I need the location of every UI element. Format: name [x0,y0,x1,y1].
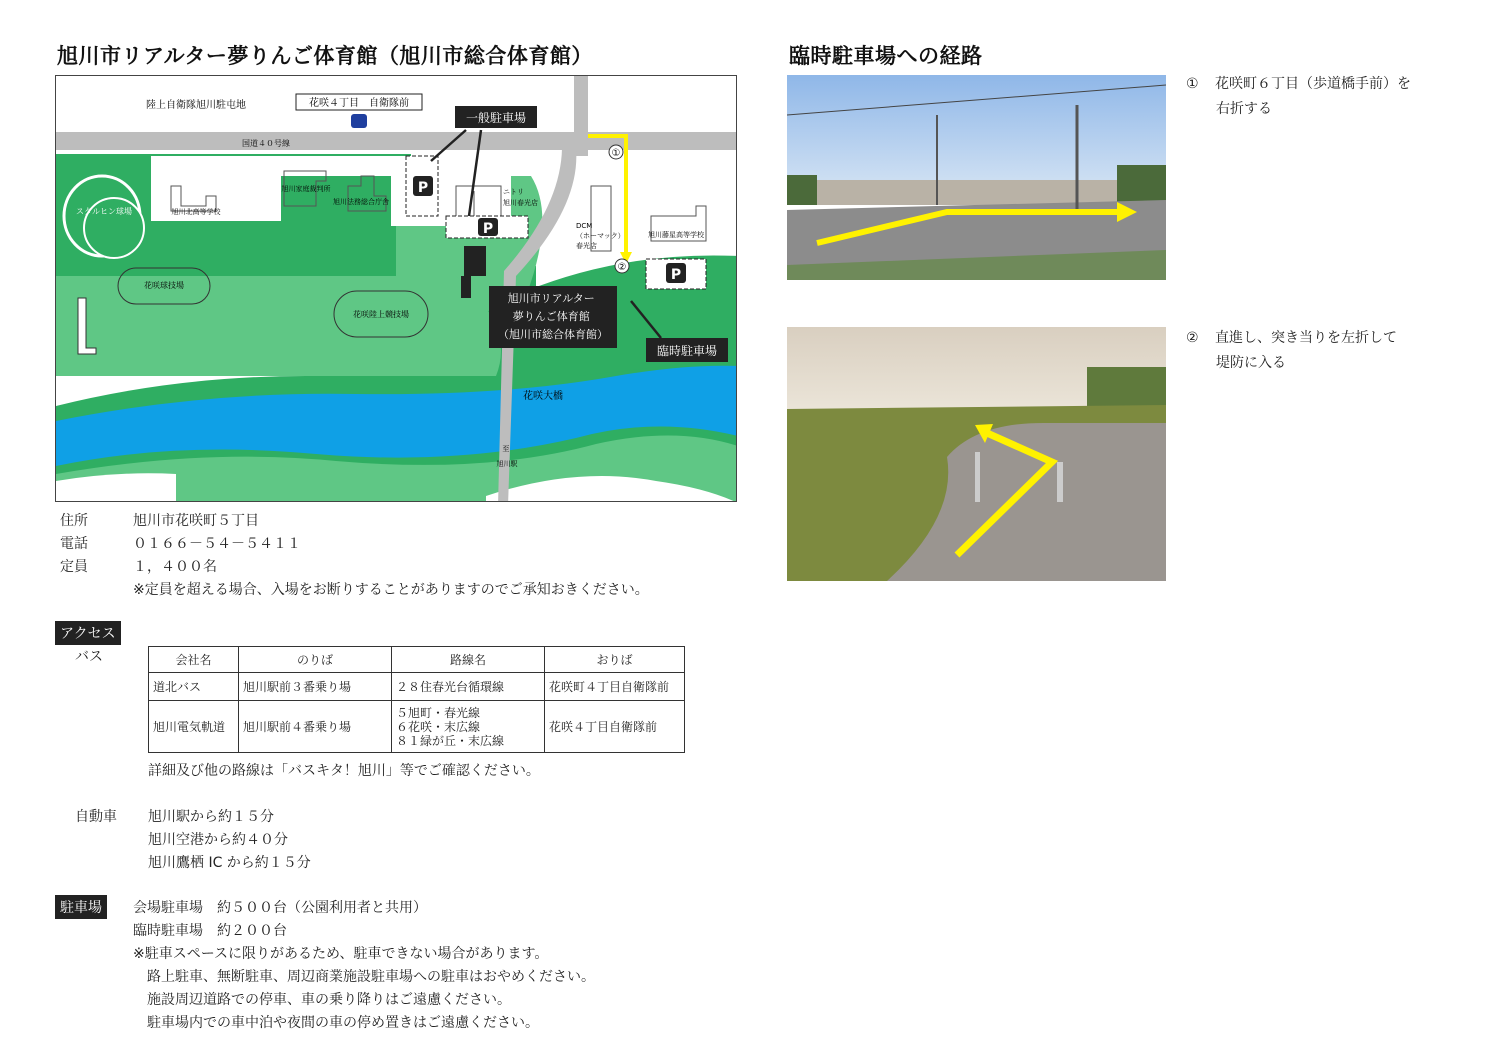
table-row [149,673,685,701]
dcm-label [576,222,627,250]
parking-line: 路上駐車、無断駐車、周辺商業施設駐車場への駐車はおやめください。 [133,969,595,985]
parking-line: 施設周辺道路での停車、車の乗り降りはご遠慮ください。 [133,992,511,1008]
address-value: 旭川市花咲町５丁目 [133,513,259,529]
parking-tag: 駐車場 [55,895,107,919]
table-cell: 花咲町４丁目自衛隊前 [545,673,685,701]
step-1-num: ① [1186,76,1199,92]
car-label: 自動車 [75,809,117,825]
address-label: 住所 [60,513,88,529]
dcm-label-1: DCM [576,222,593,230]
table-cell: 旭川駅前４番乗り場 [239,701,392,753]
route-photo-1 [787,75,1166,280]
capacity-label: 定員 [60,559,88,575]
north-road [574,76,588,156]
to-station-2: 旭川駅 [496,460,518,468]
route-title: 臨時駐車場への経路 [789,44,983,68]
gov-label: 旭川法務総合庁舎 [333,198,389,206]
table-cell: 道北バス [149,673,239,701]
venue-map [55,75,737,502]
athletics-label: 花咲陸上競技場 [353,310,409,319]
table-header: おりば [545,647,685,673]
route40-road [56,132,737,150]
step-2-text: 直進し、突き当りを左折して [1215,330,1398,346]
step-2 [1186,326,1397,376]
ball-field-label: 花咲球技場 [144,281,184,290]
step-1-text2: 右折する [1216,101,1272,117]
kita-hs-label: 旭川北高等学校 [171,208,221,216]
table-cell: 旭川電気軌道 [149,701,239,753]
parking-line: ※駐車スペースに限りがあるため、駐車できない場合があります。 [133,946,549,962]
table-cell: 花咲４丁目自衛隊前 [545,701,685,753]
page-title: 旭川市リアルター夢りんご体育館（旭川市総合体育館） [57,44,593,68]
route40-label: 国道４０号線 [242,139,290,148]
p-label-2: P [482,221,494,237]
marker-1-label: ① [611,148,621,159]
car-line: 旭川鷹栖 IC から約１５分 [148,855,311,871]
stadium-label: スタルヒン球場 [76,207,132,216]
p-label-3: P [670,267,682,283]
access-tag: アクセス [55,621,121,645]
bus-table [148,646,685,753]
step-1 [1186,72,1411,122]
venue-label [498,291,608,341]
marker-2-label: ② [617,262,627,273]
bus-label: バス [75,649,103,665]
step-2-text2: 堤防に入る [1216,355,1286,371]
parking-line: 臨時駐車場 約２００台 [133,923,287,939]
bus-icon [351,114,367,128]
dcm-label-2: （ホーマック） [576,232,625,240]
general-parking-label: 一般駐車場 [465,111,527,125]
table-cell: ５旭町・春光線 ６花咲・末広線 ８１緑が丘・末広線 [392,701,545,753]
table-cell: 旭川駅前３番乗り場 [239,673,392,701]
dcm-label-3: 春光店 [576,242,597,250]
fujiboshi-label: 旭川藤星高等学校 [648,231,704,239]
bus-note: 詳細及び他の路線は「バスキタ！旭川」等でご確認ください。 [148,763,540,779]
tel-label: 電話 [60,536,88,552]
nitori-label-2: 旭川春光店 [503,199,538,207]
table-row [149,701,685,753]
park-area-south [56,276,501,376]
table-header-row [149,647,685,673]
capacity-value: １，４００名 [133,559,217,575]
trees-right [1117,165,1166,205]
court-label: 旭川家庭裁判所 [281,185,331,193]
bridge-label: 花咲大橋 [523,391,563,402]
trees-left [787,175,817,205]
bus-stop-label: 花咲４丁目 自衛隊前 [309,98,409,109]
table-cell: ２８住春光台循環線 [392,673,545,701]
buildings [787,180,1166,205]
table-header: 路線名 [392,647,545,673]
p-label-1: P [417,180,429,196]
car-line: 旭川駅から約１５分 [148,809,274,825]
venue-label-2: 夢りんご体育館 [512,310,590,323]
tel-value: ０１６６－５４－５４１１ [133,536,301,552]
to-station-1: 至 [502,445,510,453]
sdf-label: 陸上自衛隊旭川駐屯地 [146,100,246,111]
venue-label-3: （旭川市総合体育館） [498,328,608,341]
parking-line: 駐車場内での車中泊や夜間の車の停め置きはご遠慮ください。 [133,1015,539,1031]
route-photo-2 [787,327,1166,581]
bollard [975,452,980,502]
bollard [1057,462,1063,502]
table-header: 会社名 [149,647,239,673]
venue-label-1: 旭川市リアルター [507,292,595,305]
step-2-num: ② [1186,330,1199,346]
temp-parking-label: 臨時駐車場 [656,344,718,358]
table-header: のりば [239,647,392,673]
step-1-text: 花咲町６丁目（歩道橋手前）を [1215,76,1412,92]
capacity-note: ※定員を超える場合、入場をお断りすることがありますのでご承知おきください。 [133,582,649,598]
parking-line: 会場駐車場 約５００台（公園利用者と共用） [133,900,427,916]
car-line: 旭川空港から約４０分 [148,832,288,848]
nitori-label-1: ニトリ [503,188,524,196]
